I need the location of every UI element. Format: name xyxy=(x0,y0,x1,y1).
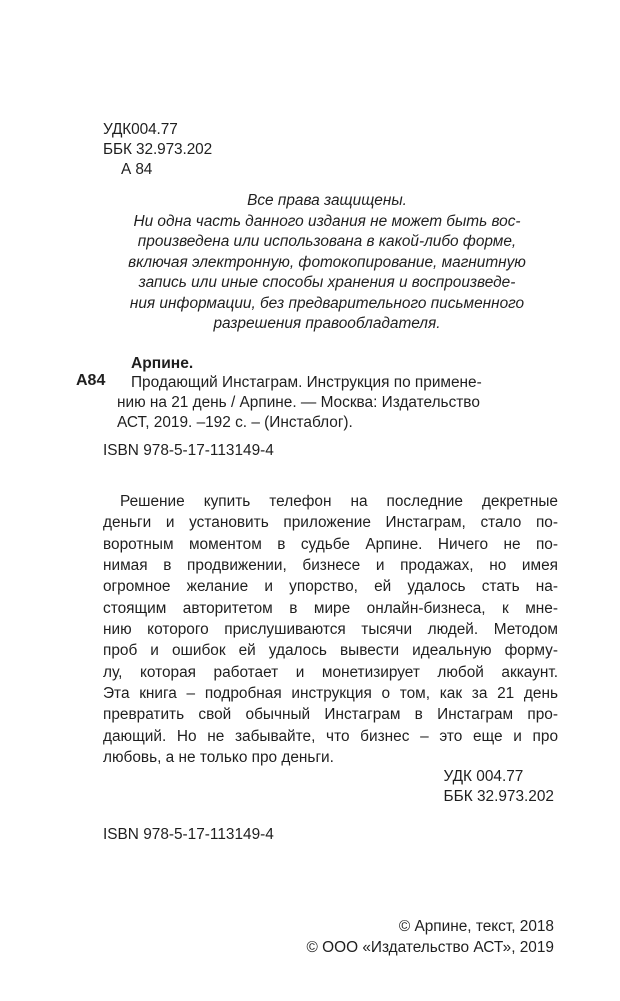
copyright-author: © Арпине, текст, 2018 xyxy=(398,918,554,935)
copyright-block xyxy=(307,916,554,958)
footer-bbk-code: ББК 32.973.202 xyxy=(443,788,554,805)
abstract-line: Эта книга – подробная инструкция о том, как за 21 день xyxy=(103,685,558,703)
abstract-line: огромное желание и упорство, ей удалось стать на- xyxy=(103,578,558,596)
footer-isbn: ISBN 978-5-17-113149-4 xyxy=(103,826,274,843)
bibliographic-description xyxy=(117,373,547,433)
abstract-line: любовь, а не только про деньги. xyxy=(103,749,334,767)
abstract-line: дающий. Но не забывайте, что бизнес – это еще и про xyxy=(103,727,558,745)
bib-line: нию на 21 день / Арпине. — Москва: Издательство xyxy=(117,394,480,411)
rights-notice xyxy=(100,191,554,335)
copyright-publisher: © ООО «Издательство АСТ», 2019 xyxy=(306,939,554,956)
abstract-line: воротным моментом в судьбе Арпине. Ничего не по- xyxy=(103,535,558,553)
abstract-line: нимая в продвижении, бизнесе и продажах, но имея xyxy=(103,557,558,575)
abstract-line: проб и ошибок ей удалось вывести идеальную форму- xyxy=(103,642,558,660)
entry-label: А84 xyxy=(76,372,106,389)
rights-line: разрешения правообладателя. xyxy=(213,315,441,332)
rights-line: запись или иные способы хранения и воспроизведе- xyxy=(138,274,516,291)
bbk-code: ББК 32.973.202 xyxy=(103,141,213,158)
rights-line: Все права защищены. xyxy=(247,192,407,209)
rights-line: произведена или использована в какой-либо форме, xyxy=(137,233,517,250)
abstract xyxy=(103,491,558,768)
footer-udk-code: УДК 004.77 xyxy=(443,768,524,785)
entry-isbn: ISBN 978-5-17-113149-4 xyxy=(103,442,274,459)
abstract-line: превратить свой обычный Инстаграм в Инстаграм про- xyxy=(103,706,558,724)
bib-line: АСТ, 2019. –192 с. – (Инстаблог). xyxy=(117,414,353,431)
rights-line: Ни одна часть данного издания не может быть вос- xyxy=(133,212,521,230)
author-mark: А 84 xyxy=(121,161,153,178)
abstract-line: нию которого прислушиваются тысячи людей. Методом xyxy=(103,621,558,639)
abstract-line: деньги и установить приложение Инстаграм, стало по- xyxy=(103,514,558,532)
abstract-line: Решение купить телефон на последние декретные xyxy=(120,493,558,510)
rights-line: ния информации, без предварительного письменного xyxy=(129,294,525,312)
footer-classification-codes xyxy=(444,767,554,807)
bib-line: Продающий Инстаграм. Инструкция по примене- xyxy=(131,374,482,391)
entry-author: Арпине. xyxy=(131,355,194,372)
abstract-line: лу, которая работает и монетизирует любой аккаунт. xyxy=(103,663,558,681)
rights-line: включая электронную, фотокопирование, магнитную xyxy=(128,253,526,271)
udk-code: УДК004.77 xyxy=(103,121,178,138)
abstract-line: стоящим авторитетом в мире онлайн-бизнеса, к мне- xyxy=(103,599,558,617)
